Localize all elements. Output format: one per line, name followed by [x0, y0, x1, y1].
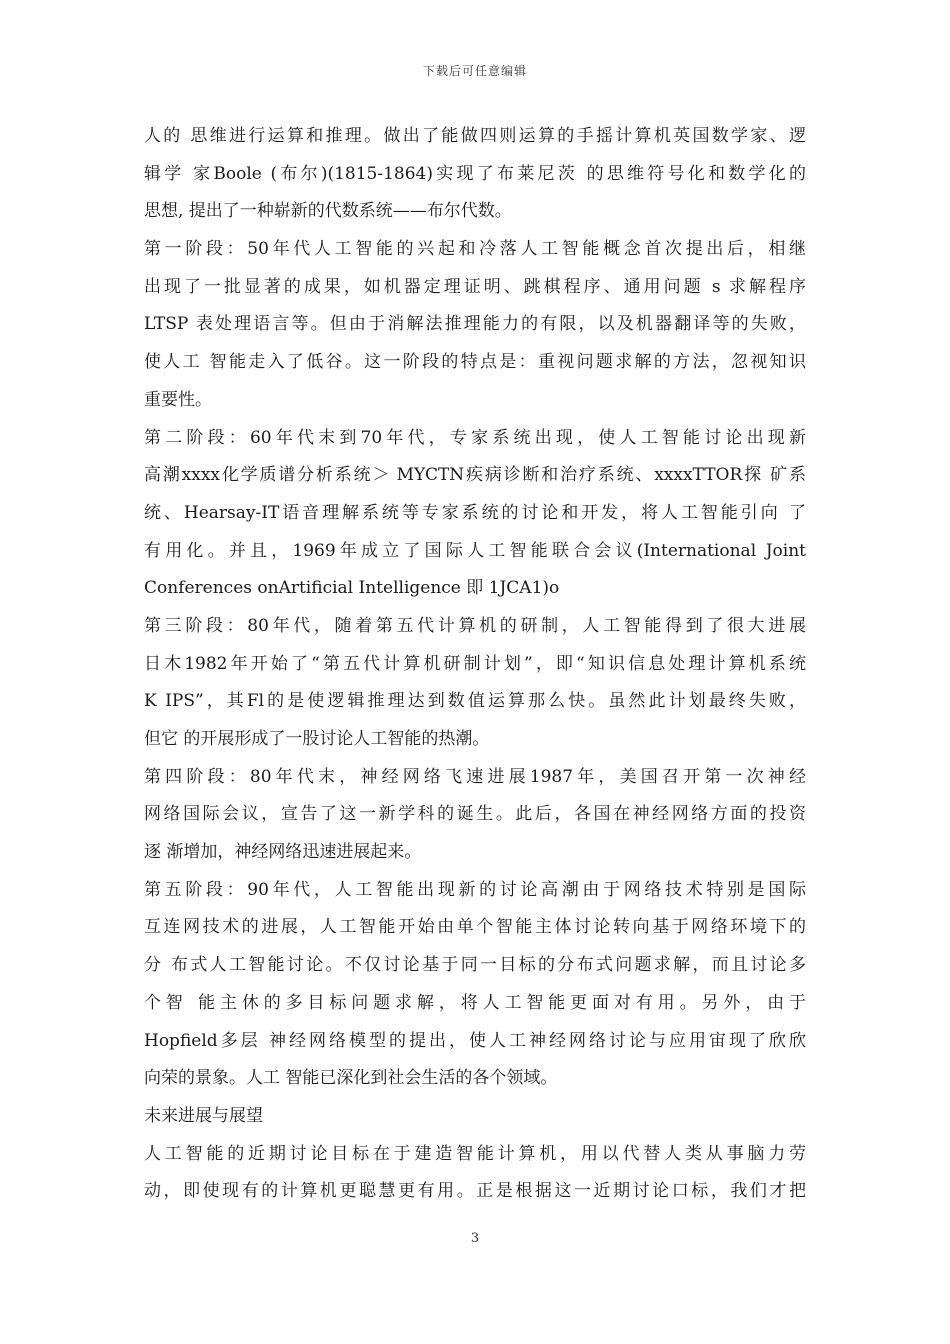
text-line: LTSP 表处理语言等。但由于消解法推理能力的有限，以及机器翻译等的失败，: [144, 314, 806, 335]
text-line: 日木1982年开始了“第五代计算机研制计划”，即“知识信息处理计算机系统: [144, 653, 806, 674]
section-heading: 未来进展与展望: [144, 1105, 263, 1126]
text-line: 第二阶段：60年代末到70年代，专家系统出现，使人工智能讨论出现新: [144, 427, 806, 448]
text-line: 向荣的景象。人工 智能已深化到社会生活的各个领域。: [144, 1068, 558, 1089]
text-line: Hopfield多层 神经网络模型的提出，使人工神经网络讨论与应用宙现了欣欣: [144, 1030, 806, 1051]
text-line: 但它 的开展形成了一股讨论人工智能的热潮。: [144, 729, 490, 749]
text-line: 第三阶段：80年代，随着第五代计算机的研制，人工智能得到了很大进展: [144, 615, 806, 636]
text-line: 逐 渐增加，神经网络迅速进展起来。: [144, 842, 422, 863]
text-line: 有用化。并且，1969年成立了国际人工智能联合会议(International Joint: [144, 540, 806, 561]
text-line: 思想, 提出了一种崭新的代数系统——布尔代数。: [144, 201, 512, 222]
text-line: 互连网技术的进展，人工智能开始由单个智能主体讨论转向基于网络环境下的: [144, 917, 806, 938]
text-line: 网络国际会议，宣告了这一新学科的诞生。此后，各国在神经网络方面的投资: [144, 804, 806, 825]
text-line: 动，即使现有的计算机更聪慧更有用。正是根据这一近期讨论口标，我们才把: [144, 1181, 806, 1202]
text-line: 个智 能主休的多目标问题求解，将人工智能更面对有用。另外，由于: [144, 992, 806, 1013]
text-line: 重要性。: [144, 389, 212, 410]
text-line: 第一阶段：50年代人工智能的兴起和冷落人工智能概念首次提出后，相继: [144, 239, 806, 260]
text-line: 辑学 家Boole (布尔)(1815-1864)实现了布莱尼茨 的思维符号化和数学化的: [144, 163, 806, 184]
body-text: [144, 118, 806, 1211]
text-line: K IPS”，其Fl的是使逻辑推理达到数值运算那么快。虽然此计划最终失败，: [144, 691, 806, 712]
text-line: 人的 思维进行运算和推理。做出了能做四则运算的手摇计算机英国数学家、逻: [144, 126, 806, 146]
page-header: 下载后可任意编辑: [422, 64, 527, 78]
text-line: 第四阶段：80年代末，神经网络飞速进展1987年，美国召开第一次神经: [144, 766, 806, 787]
text-line: 统、Hearsay-IT语音理解系统等专家系统的讨论和开发，将人工智能引向 了: [144, 502, 806, 523]
text-line: Conferences onArtificial Intelligence 即 1JCA1)o: [144, 578, 560, 599]
text-line: 分 布式人工智能讨论。不仅讨论基于同一目标的分布式问题求解，而且讨论多: [144, 955, 806, 976]
text-line: 第五阶段：90年代，人工智能出现新的讨论高潮由于网络技术特别是国际: [144, 879, 806, 900]
text-line: 高潮xxxx化学质谱分析系统＞ MYCTN疾病诊断和治疗系统、xxxxTTOR探 矿系: [144, 465, 806, 486]
text-line: 出现了一批显著的成果，如机器定理证明、跳棋程序、通用问题 s 求解程序: [144, 276, 806, 297]
text-line: 人工智能的近期讨论目标在于建造智能计算机，用以代替人类从事脑力劳: [144, 1143, 806, 1164]
text-line: 使人工 智能走入了低谷。这一阶段的特点是：重视问题求解的方法，忽视知识: [144, 352, 806, 373]
page-number: 3: [470, 1231, 480, 1246]
